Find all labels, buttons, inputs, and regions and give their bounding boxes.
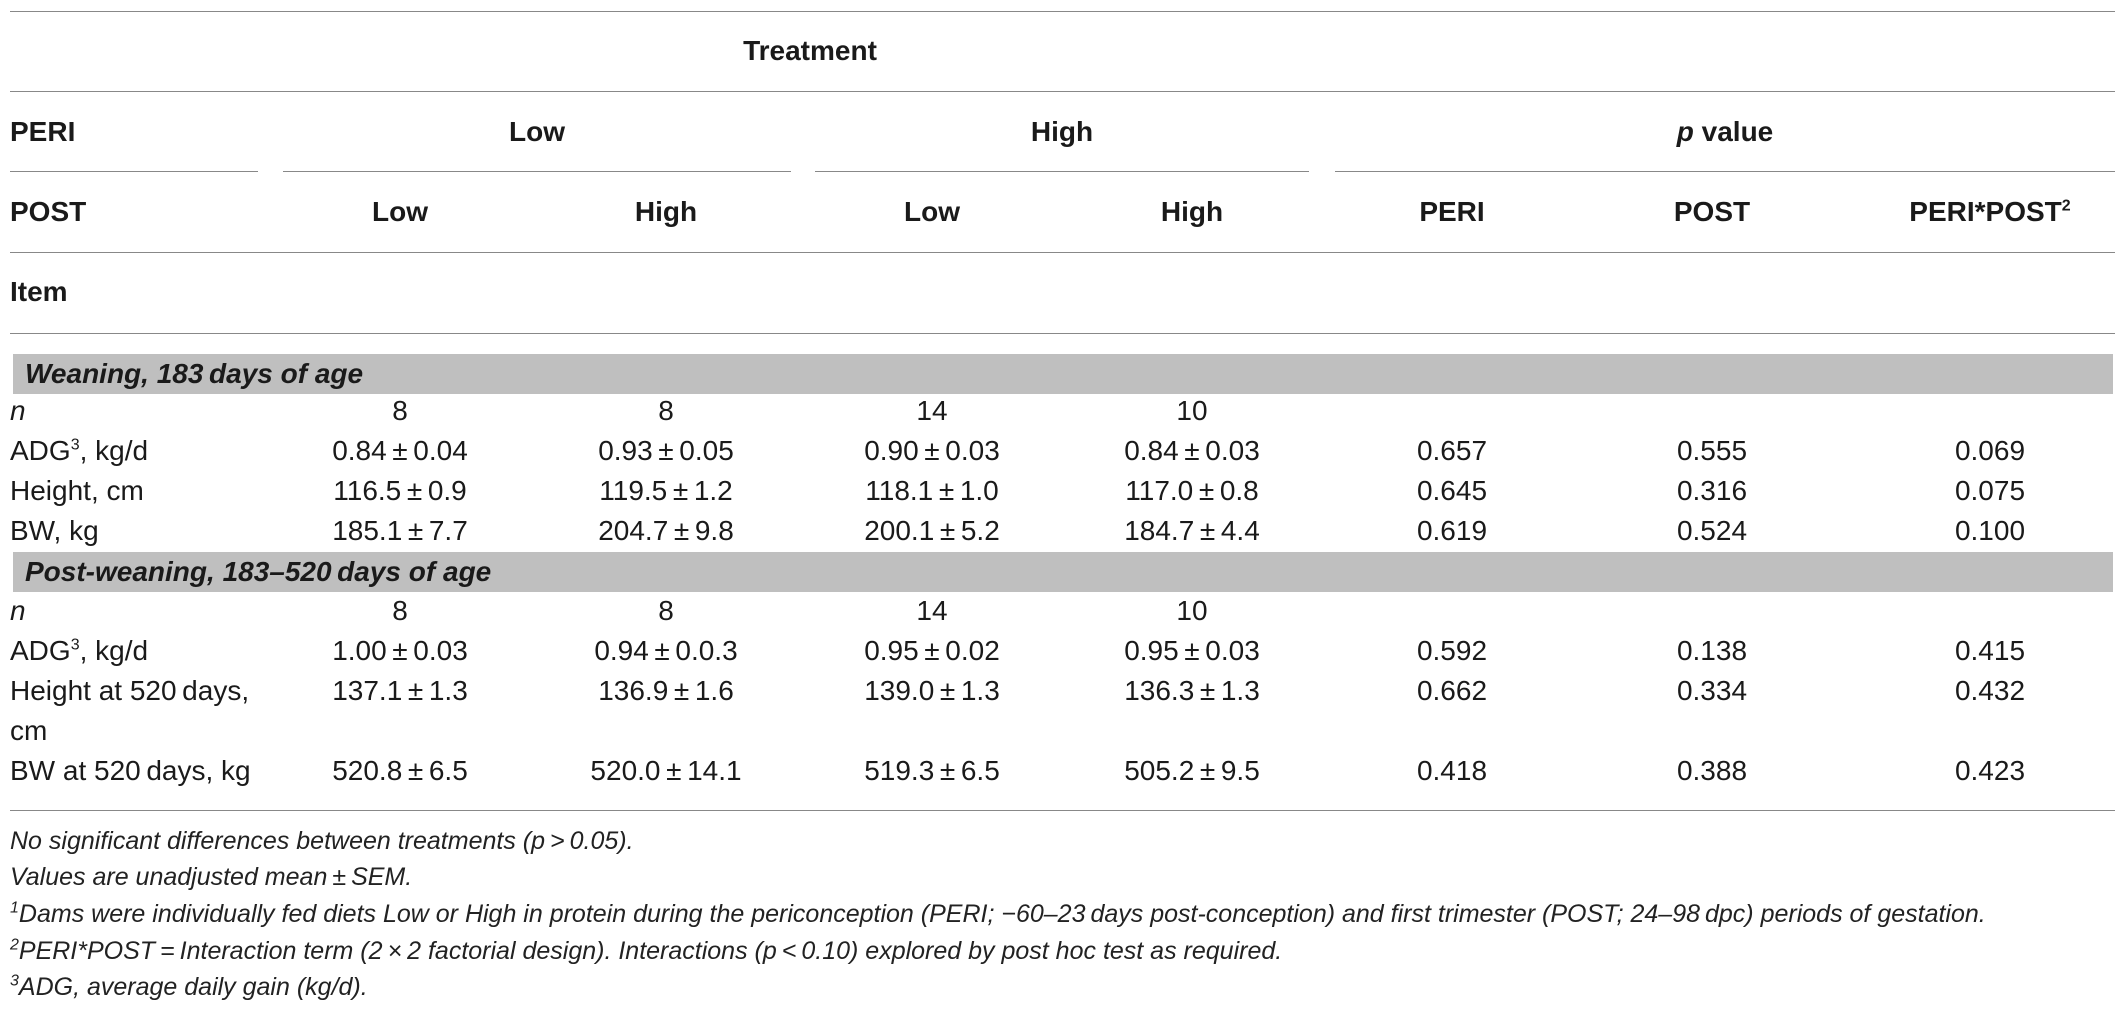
p-value-cell: 0.334 [1676,675,1748,706]
rule-bottom [10,810,2115,811]
peri-row-label: PERI [10,116,76,147]
p-value-cell: 0.524 [1676,515,1748,546]
treatment-value-cell: 139.0 ± 1.3 [864,675,1000,706]
treatment-value-cell: 0.94 ± 0.0.3 [594,635,738,666]
p-value-cell: 0.415 [1954,635,2026,666]
rule-top [10,11,2115,12]
p-col-interaction-sup: 2 [2061,197,2071,215]
treatment-value-cell: 8 [392,595,408,626]
treatment-value-cell: 10 [1176,395,1208,426]
row-label-text: Height at 520 days, [10,675,250,706]
treatment-value-cell: 117.0 ± 0.8 [1125,475,1259,506]
treatment-value-cell: 0.84 ± 0.03 [1124,435,1260,466]
p-value-cell: 0.069 [1954,435,2026,466]
row-label-text: ADG [10,435,71,466]
item-row-label: Item [10,276,68,307]
footnote-3-text: ADG, average daily gain (kg/d). [18,973,368,1001]
treatment-value-cell: 520.0 ± 14.1 [590,755,742,786]
treatment-value-cell: 0.84 ± 0.04 [332,435,468,466]
treatment-value-cell: 14 [916,595,948,626]
peri-high-header: High [1030,116,1094,147]
section-title-weaning: Weaning, 183 days of age [25,358,364,389]
p-value-cell: 0.388 [1676,755,1748,786]
p-value-cell: 0.592 [1416,635,1488,666]
treatment-value-cell: 184.7 ± 4.4 [1124,515,1260,546]
p-value-cell: 0.555 [1676,435,1748,466]
treatment-value-cell: 8 [392,395,408,426]
treatment-value-cell: 519.3 ± 6.5 [864,755,1000,786]
row-label-text: BW, kg [10,515,99,546]
rule-item [10,333,2115,334]
treatment-value-cell: 14 [916,395,948,426]
rule-post [10,252,2115,253]
row-label [10,394,26,428]
p-value-cell: 0.645 [1416,475,1488,506]
p-value-cell: 0.418 [1416,755,1488,786]
treatment-value-cell: 505.2 ± 9.5 [1124,755,1260,786]
treatment-value-cell: 10 [1176,595,1208,626]
treatment-value-cell: 8 [658,595,674,626]
row-label-sup: 3 [70,636,80,654]
row-label-text: n [10,595,26,626]
p-value-cell: 0.423 [1954,755,2026,786]
treatment-value-cell: 0.93 ± 0.05 [598,435,734,466]
treatment-value-cell: 119.5 ± 1.2 [599,475,733,506]
p-letter: p [1676,116,1694,147]
treatment-value-cell: 136.9 ± 1.6 [598,675,734,706]
post-col-2-header: High [634,196,698,227]
treatment-value-cell: 1.00 ± 0.03 [332,635,468,666]
row-label [10,754,251,788]
rule-treatment [10,91,2115,92]
post-col-3-header: Low [904,196,960,227]
p-value-cell: 0.075 [1954,475,2026,506]
footnote-significance: No significant differences between treatments (p > 0.05). [10,827,634,855]
row-label-text: BW at 520 days, kg [10,755,251,786]
p-col-peri-header: PERI [1419,196,1485,227]
section-band-weaning [13,354,2113,394]
row-label-suffix: , kg/d [79,635,149,666]
row-label [10,434,148,468]
footnote-2-marker: 2 [10,936,19,954]
post-col-4-header: High [1160,196,1224,227]
rule-peri-low [283,171,791,172]
row-label [10,674,249,708]
p-value-header [1335,115,2115,149]
p-value-cell: 0.138 [1676,635,1748,666]
treatment-value-cell: 0.90 ± 0.03 [864,435,1000,466]
treatment-value-cell: 137.1 ± 1.3 [332,675,468,706]
treatment-value-cell: 200.1 ± 5.2 [864,515,1000,546]
rule-p-value [1335,171,2115,172]
footnote-2-text: PERI*POST = Interaction term (2 × 2 factorial design). Interactions (p < 0.10) explored by post hoc test as required. [18,937,1283,965]
footnote-values: Values are unadjusted mean ± SEM. [10,863,413,891]
footnote-1 [10,899,1986,929]
row-label [10,634,148,668]
row-label [10,594,26,628]
treatment-header: Treatment [743,35,877,66]
treatment-value-cell: 136.3 ± 1.3 [1124,675,1260,706]
treatment-value-cell: 185.1 ± 7.7 [332,515,468,546]
peri-low-header: Low [509,116,565,147]
p-col-interaction-header [1865,195,2115,229]
footnote-2 [10,936,1282,966]
treatment-value-cell: 116.5 ± 0.9 [333,475,467,506]
p-value-cell: 0.662 [1416,675,1488,706]
p-value-cell: 0.619 [1416,515,1488,546]
p-col-post-header: POST [1673,196,1751,227]
row-label [10,514,99,548]
post-col-1-header: Low [372,196,428,227]
footnote-1-text: Dams were individually fed diets Low or High in protein during the periconception (PERI; −60–23 days post-conception) and first trimester (POST; 24–98 dpc) periods of gestation. [18,900,1986,928]
footnote-1-marker: 1 [10,899,19,917]
section-band-post-weaning [13,552,2113,592]
p-value-cell: 0.432 [1954,675,2026,706]
treatment-value-cell: 8 [658,395,674,426]
row-label-text: ADG [10,635,71,666]
rule-peri-high [815,171,1309,172]
rule-peri-label [10,171,258,172]
p-value-cell: 0.100 [1954,515,2026,546]
row-label-text: n [10,395,26,426]
p-value-cell: 0.657 [1416,435,1488,466]
footnote-3-marker: 3 [10,972,19,990]
footnote-3 [10,972,368,1002]
p-value-word: value [1693,116,1774,147]
row-label-text: Height, cm [10,475,144,506]
section-title-post-weaning: Post-weaning, 183–520 days of age [25,556,492,587]
row-label-sup: 3 [70,436,80,454]
row-label-continued: cm [10,715,48,746]
post-row-label: POST [10,196,87,227]
treatment-value-cell: 520.8 ± 6.5 [332,755,468,786]
row-label [10,474,144,508]
treatment-value-cell: 204.7 ± 9.8 [598,515,734,546]
treatment-value-cell: 0.95 ± 0.03 [1124,635,1260,666]
treatment-value-cell: 0.95 ± 0.02 [864,635,1000,666]
treatment-value-cell: 118.1 ± 1.0 [865,475,999,506]
p-col-interaction-label: PERI*POST [1909,196,2062,227]
row-label-suffix: , kg/d [79,435,149,466]
p-value-cell: 0.316 [1676,475,1748,506]
